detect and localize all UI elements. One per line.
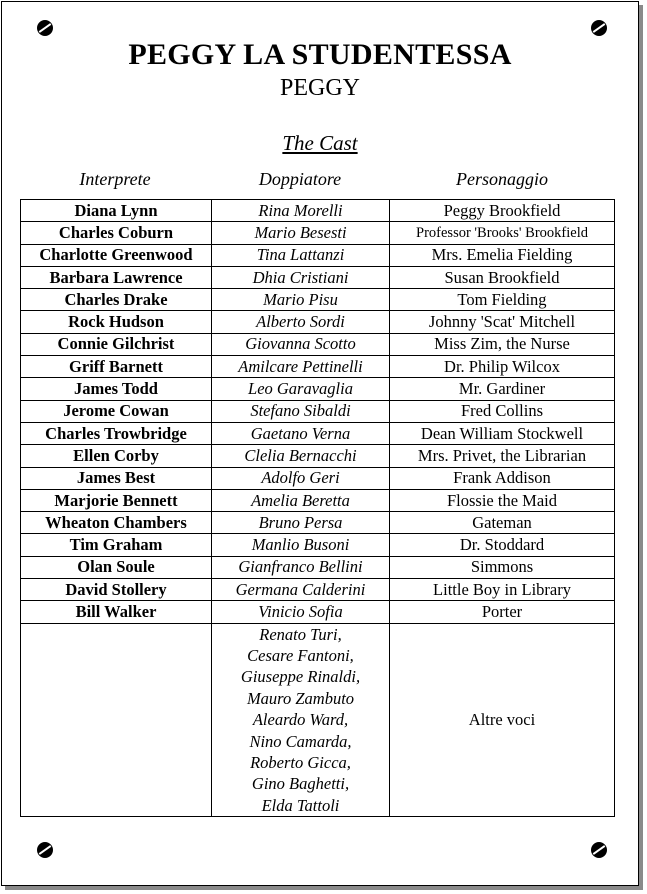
column-header-dubber: Doppiatore	[258, 169, 342, 189]
dubber-cell: Stefano Sibaldi	[212, 400, 390, 422]
actor-cell: Tim Graham	[21, 534, 212, 556]
dubber-cell: Manlio Busoni	[212, 534, 390, 556]
other-voice-name: Renato Turi,	[259, 624, 342, 644]
cast-heading: The Cast	[282, 131, 358, 155]
dubber-cell: Leo Garavaglia	[212, 378, 390, 400]
other-voice-name: Aleardo Ward,	[252, 710, 349, 730]
table-row	[21, 422, 615, 444]
actor-cell: James Best	[21, 467, 212, 489]
actor-cell: James Todd	[21, 378, 212, 400]
dubber-cell: Amilcare Pettinelli	[212, 356, 390, 378]
dubber-cell: Dhia Cristiani	[212, 266, 390, 288]
original-title: PEGGY	[279, 75, 360, 101]
table-row	[21, 222, 615, 244]
actor-cell: Charles Coburn	[21, 222, 212, 244]
character-cell: Susan Brookfield	[390, 266, 615, 288]
table-row	[21, 512, 615, 534]
dubber-cell: Rina Morelli	[212, 200, 390, 222]
actor-cell: Charles Trowbridge	[21, 422, 212, 444]
actor-cell: Charlotte Greenwood	[21, 244, 212, 266]
cast-sheet	[1, 1, 639, 886]
dubber-cell: Giovanna Scotto	[212, 333, 390, 355]
character-cell: Mrs. Emelia Fielding	[390, 244, 615, 266]
actor-cell: Barbara Lawrence	[21, 266, 212, 288]
character-cell: Miss Zim, the Nurse	[390, 333, 615, 355]
cast-table	[20, 199, 615, 817]
table-row	[21, 601, 615, 623]
dubber-cell: Gaetano Verna	[212, 422, 390, 444]
character-cell: Dean William Stockwell	[390, 422, 615, 444]
table-row	[21, 378, 615, 400]
dubber-cell: Mario Pisu	[212, 289, 390, 311]
character-cell: Porter	[390, 601, 615, 623]
character-cell: Simmons	[390, 556, 615, 578]
table-row	[21, 579, 615, 601]
dubber-cell: Gianfranco Bellini	[212, 556, 390, 578]
table-row	[21, 244, 615, 266]
character-cell: Tom Fielding	[390, 289, 615, 311]
actor-cell: David Stollery	[21, 579, 212, 601]
punch-hole-icon	[591, 20, 607, 36]
dubber-cell: Clelia Bernacchi	[212, 445, 390, 467]
other-voices-names	[212, 623, 390, 817]
actor-cell: Charles Drake	[21, 289, 212, 311]
other-voice-name: Cesare Fantoni,	[247, 646, 354, 666]
character-cell: Flossie the Maid	[390, 489, 615, 511]
other-voices-row	[21, 623, 615, 817]
other-voice-name: Gino Baghetti,	[251, 774, 350, 794]
table-row	[21, 400, 615, 422]
actor-cell: Rock Hudson	[21, 311, 212, 333]
actor-cell: Connie Gilchrist	[21, 333, 212, 355]
character-cell: Dr. Philip Wilcox	[390, 356, 615, 378]
table-row	[21, 200, 615, 222]
character-cell: Johnny 'Scat' Mitchell	[390, 311, 615, 333]
table-row	[21, 311, 615, 333]
table-row	[21, 489, 615, 511]
column-header-actor: Interprete	[79, 169, 151, 189]
other-voice-name: Elda Tattoli	[261, 795, 340, 815]
dubber-cell: Tina Lattanzi	[212, 244, 390, 266]
other-voice-name: Nino Camarda,	[249, 731, 352, 751]
actor-cell: Wheaton Chambers	[21, 512, 212, 534]
table-row	[21, 266, 615, 288]
other-voice-name: Giuseppe Rinaldi,	[240, 667, 361, 687]
table-row	[21, 556, 615, 578]
other-voices-label: Altre voci	[390, 623, 615, 817]
dubber-cell: Germana Calderini	[212, 579, 390, 601]
table-row	[21, 534, 615, 556]
dubber-cell: Mario Besesti	[212, 222, 390, 244]
table-row	[21, 467, 615, 489]
dubber-cell: Bruno Persa	[212, 512, 390, 534]
other-voice-name: Mauro Zambuto	[246, 688, 355, 708]
punch-hole-icon	[591, 842, 607, 858]
table-row	[21, 289, 615, 311]
dubber-cell: Alberto Sordi	[212, 311, 390, 333]
actor-cell: Olan Soule	[21, 556, 212, 578]
character-cell: Mr. Gardiner	[390, 378, 615, 400]
dubber-cell: Amelia Beretta	[212, 489, 390, 511]
punch-hole-icon	[37, 20, 53, 36]
punch-hole-icon	[37, 842, 53, 858]
actor-cell: Marjorie Bennett	[21, 489, 212, 511]
table-row	[21, 445, 615, 467]
character-cell: Fred Collins	[390, 400, 615, 422]
character-cell: Peggy Brookfield	[390, 200, 615, 222]
character-cell: Mrs. Privet, the Librarian	[390, 445, 615, 467]
actor-cell: Bill Walker	[21, 601, 212, 623]
page-title: PEGGY LA STUDENTESSA	[128, 38, 512, 71]
character-cell: Dr. Stoddard	[390, 534, 615, 556]
actor-cell: Ellen Corby	[21, 445, 212, 467]
character-cell: Professor 'Brooks' Brookfield	[390, 222, 615, 244]
dubber-cell: Adolfo Geri	[212, 467, 390, 489]
character-cell: Little Boy in Library	[390, 579, 615, 601]
actor-cell: Jerome Cowan	[21, 400, 212, 422]
dubber-cell: Vinicio Sofia	[212, 601, 390, 623]
other-voices-actor-cell	[21, 623, 212, 817]
table-row	[21, 356, 615, 378]
actor-cell: Diana Lynn	[21, 200, 212, 222]
column-header-character: Personaggio	[456, 169, 548, 189]
character-cell: Frank Addison	[390, 467, 615, 489]
other-voice-name: Roberto Gicca,	[250, 753, 351, 773]
actor-cell: Griff Barnett	[21, 356, 212, 378]
character-cell: Gateman	[390, 512, 615, 534]
table-row	[21, 333, 615, 355]
